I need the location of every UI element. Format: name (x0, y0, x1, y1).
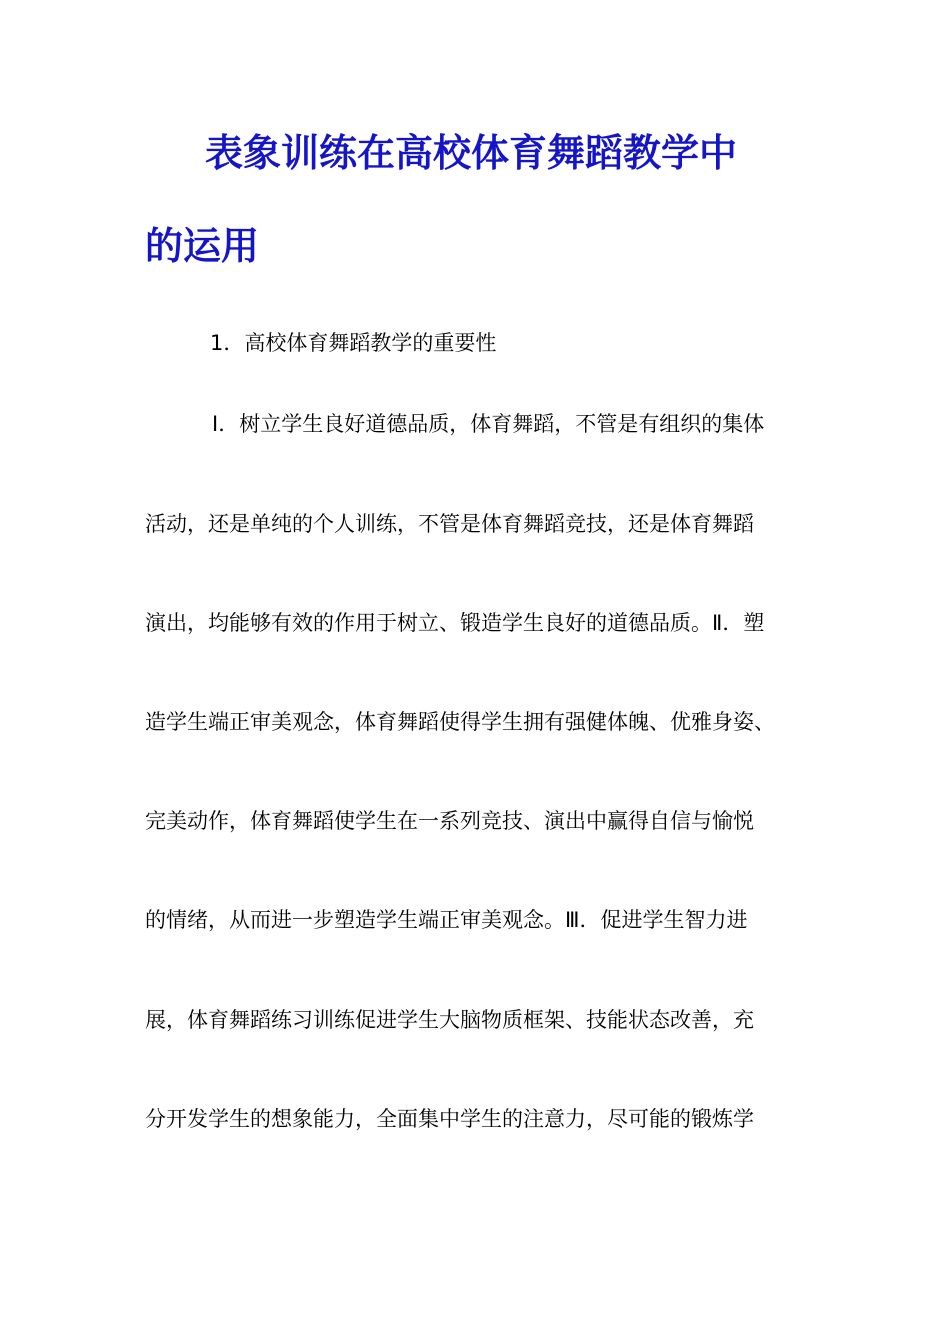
body-line: 完美动作，体育舞蹈使学生在一系列竞技、演出中赢得自信与愉悦 (145, 809, 754, 833)
section-heading: 1．高校体育舞蹈教学的重要性 (210, 331, 497, 355)
body-line: 活动，还是单纯的个人训练，不管是体育舞蹈竞技，还是体育舞蹈 (145, 512, 754, 536)
body-line: Ⅰ．树立学生良好道德品质，体育舞蹈，不管是有组织的集体 (212, 412, 765, 436)
body-line: 演出，均能够有效的作用于树立、锻造学生良好的道德品质。Ⅱ．塑 (145, 611, 765, 635)
body-line: 的情绪，从而进一步塑造学生端正审美观念。Ⅲ．促进学生智力进 (145, 908, 748, 932)
document-title-line-2: 的运用 (145, 224, 260, 268)
body-line: 分开发学生的想象能力，全面集中学生的注意力，尽可能的锻炼学 (145, 1107, 754, 1131)
document-title-line-1: 表象训练在高校体育舞蹈教学中 (205, 131, 738, 175)
body-line: 展，体育舞蹈练习训练促进学生大脑物质框架、技能状态改善，充 (145, 1008, 754, 1032)
body-line: 造学生端正审美观念，体育舞蹈使得学生拥有强健体魄、优雅身姿、 (145, 710, 775, 734)
